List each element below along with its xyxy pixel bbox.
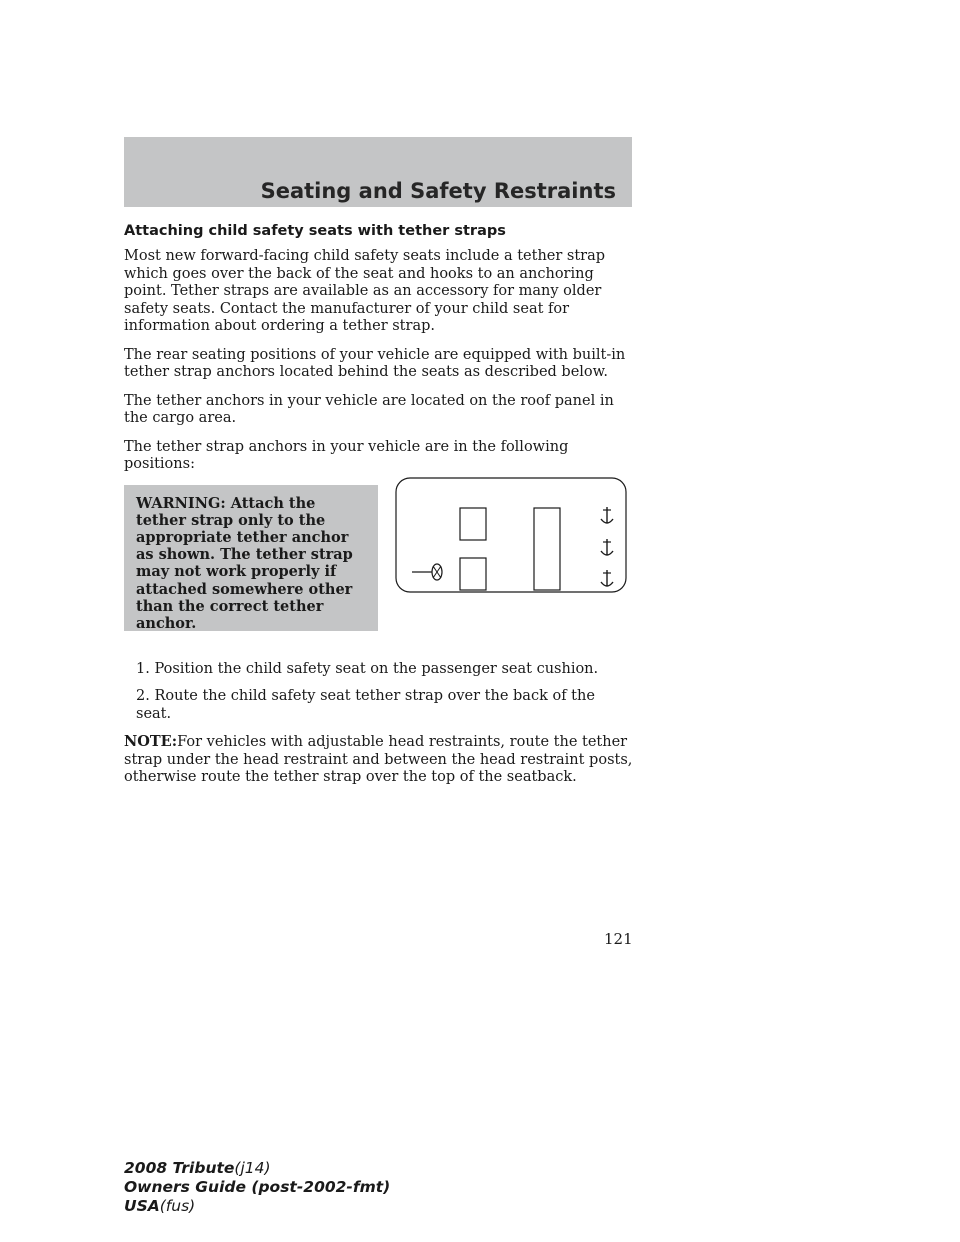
page-number: 121	[604, 930, 633, 948]
note-text: For vehicles with adjustable head restraints, route the tether strap under the head restraint and between the head restraint posts, otherwise route the tether strap over the top of the seatback.	[124, 734, 633, 785]
step-item: 2. Route the child safety seat tether strap over the back of the seat.	[136, 688, 595, 722]
footer-market: USA	[124, 1197, 160, 1215]
paragraph: Most new forward-facing child safety seats include a tether strap which goes over the back of the seat and hooks to an anchoring point. Tether straps are available as an accessory for many older safety seats. Contact the manufacturer of your child seat for information about ordering a tether strap.	[124, 248, 606, 334]
footer-line	[124, 1159, 390, 1178]
section-heading: Attaching child safety seats with tether straps	[124, 223, 506, 239]
paragraph: The tether anchors in your vehicle are located on the roof panel in the cargo area.	[124, 392, 614, 426]
vehicle-outline	[396, 478, 626, 592]
footer-model-code: (j14)	[234, 1159, 271, 1177]
section-header-title: Seating and Safety Restraints	[260, 179, 616, 203]
step-item: 1. Position the child safety seat on the passenger seat cushion.	[136, 660, 599, 677]
steps-list	[124, 661, 634, 724]
warning-row	[124, 485, 634, 661]
paragraph: The rear seating positions of your vehicle are equipped with built-in tether strap anchors located behind the seats as described below.	[124, 346, 626, 380]
note-label: NOTE:	[124, 733, 178, 750]
footer-guide: Owners Guide (post-2002-fmt)	[124, 1178, 391, 1196]
note-paragraph	[124, 733, 634, 787]
section-header-band	[124, 137, 632, 207]
paragraph: The tether strap anchors in your vehicle are in the following positions:	[124, 438, 569, 472]
footer-market-code: (fus)	[159, 1197, 196, 1215]
footer-line	[124, 1178, 390, 1197]
page-content	[124, 223, 634, 787]
tether-anchor-diagram	[394, 476, 630, 598]
footer-line	[124, 1197, 390, 1216]
footer-model: 2008 Tribute	[124, 1159, 235, 1177]
footer	[124, 1159, 390, 1216]
warning-box: WARNING: Attach the tether strap only to the appropriate tether anchor as shown. The tether strap may not work properly if attached somewhere other than the correct tether anchor.	[124, 485, 378, 631]
